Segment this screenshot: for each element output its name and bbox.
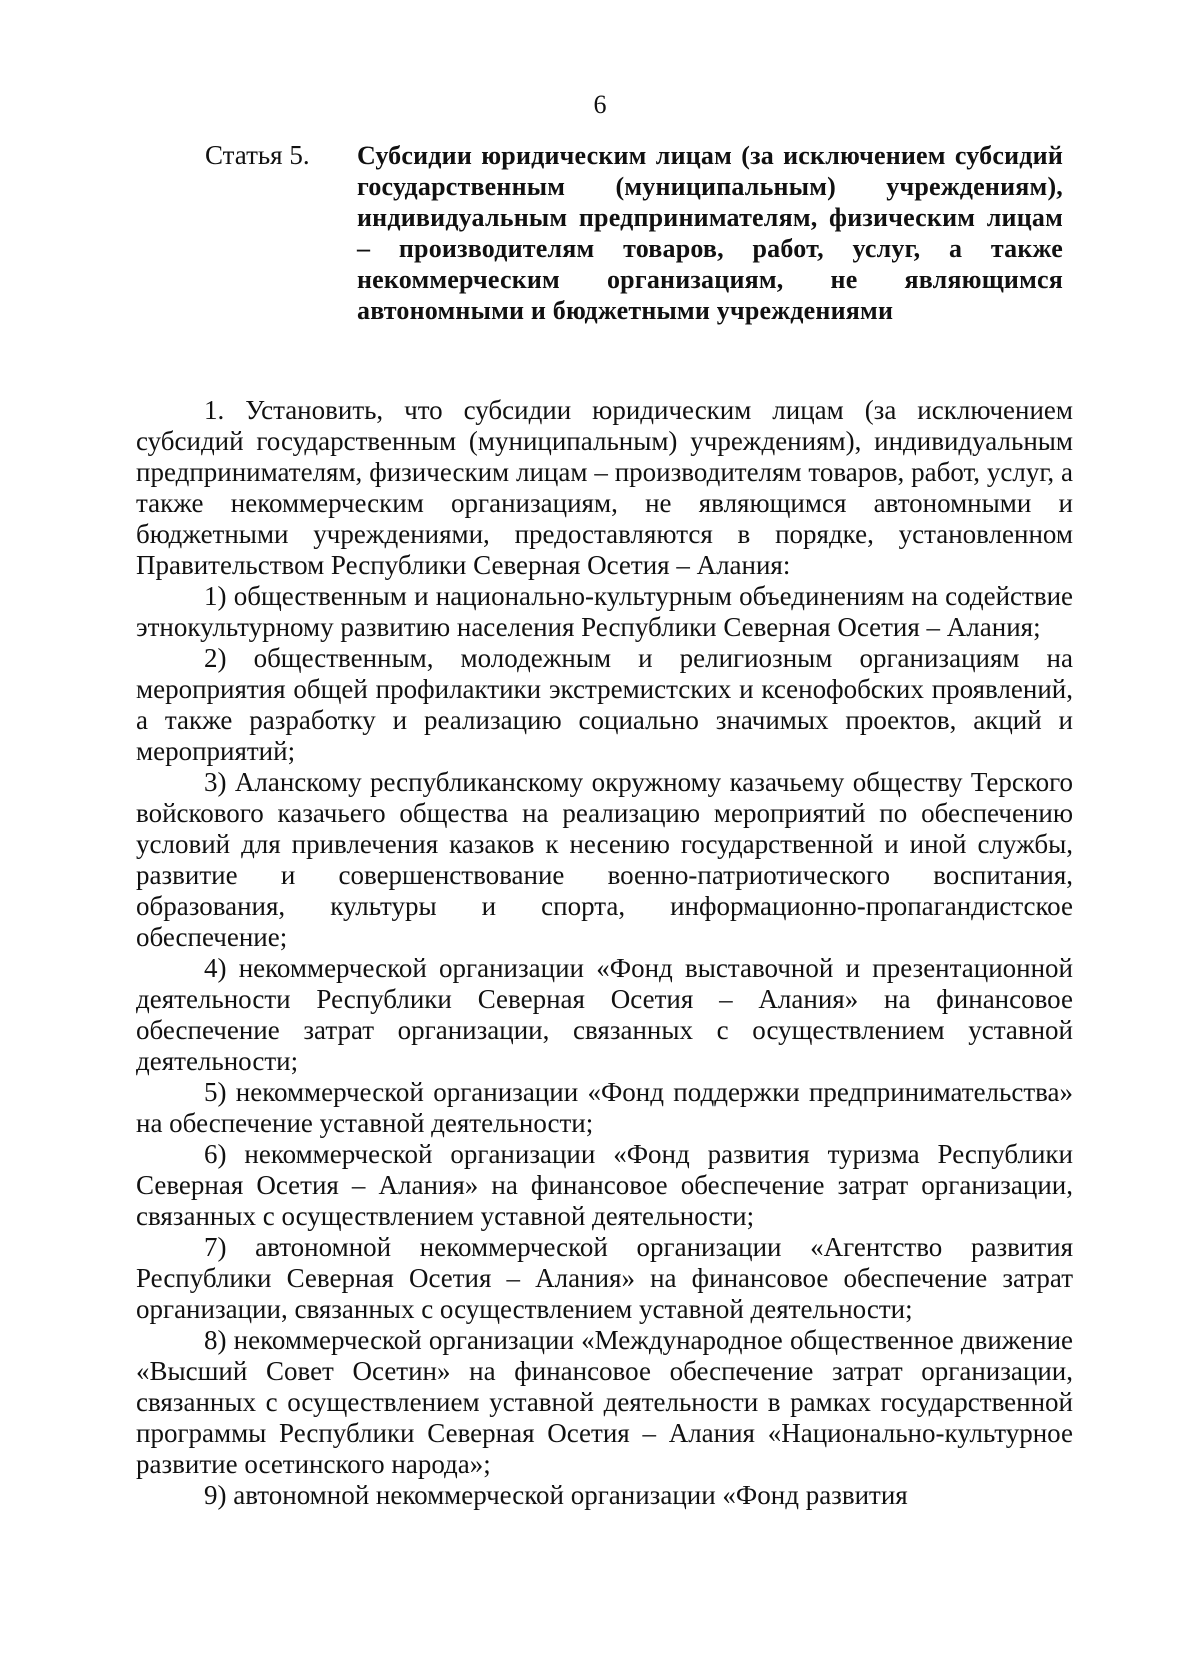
paragraph-main: 1. Установить, что субсидии юридическим лицам (за исключением субсидий государственным (муниципальным) учреждениям), индивидуальным предпринимателям, физическим лицам – производителям товаров, работ, услуг, а также некоммерческим организациям, не являющимся автономными и бюджетными учреждениями, предоставляются в порядке, установленном Правительством Республики Северная Осетия – Алания:: [136, 395, 1073, 580]
list-item-5: 5) некоммерческой организации «Фонд поддержки предпринимательства» на обеспечение уставной деятельности;: [136, 1077, 1073, 1138]
article-label: Статья 5.: [205, 140, 310, 170]
article-body: [136, 395, 1073, 1511]
list-item-2: 2) общественным, молодежным и религиозным организациям на мероприятия общей профилактики экстремистских и ксенофобских проявлений, а также разработку и реализацию социально значимых проектов, акций и мероприятий;: [136, 643, 1073, 766]
list-item-1: 1) общественным и национально-культурным объединениям на содействие этнокультурному развитию населения Республики Северная Осетия – Алания;: [136, 581, 1073, 642]
list-item-4: 4) некоммерческой организации «Фонд выставочной и презентационной деятельности Республики Северная Осетия – Алания» на финансовое обеспечение затрат организации, связанных с осуществлением уставной деятельности;: [136, 953, 1073, 1076]
list-item-3: 3) Аланскому республиканскому окружному казачьему обществу Терского войскового казачьего общества на реализацию мероприятий по обеспечению условий для привлечения казаков к несению государственной и иной службы, развитие и совершенствование военно-патриотического воспитания, образования, культуры и спорта, информационно-пропагандистское обеспечение;: [136, 767, 1073, 952]
list-item-7: 7) автономной некоммерческой организации «Агентство развития Республики Северная Осетия – Алания» на финансовое обеспечение затрат организации, связанных с осуществлением уставной деятельности;: [136, 1232, 1073, 1324]
article-heading: [205, 140, 1065, 326]
page-number: 6: [593, 90, 607, 119]
list-item-6: 6) некоммерческой организации «Фонд развития туризма Республики Северная Осетия – Алания» на финансовое обеспечение затрат организации, связанных с осуществлением уставной деятельности;: [136, 1139, 1073, 1231]
list-item-9: 9) автономной некоммерческой организации «Фонд развития: [204, 1480, 908, 1510]
list-item-8: 8) некоммерческой организации «Международное общественное движение «Высший Совет Осетин» на финансовое обеспечение затрат организации, связанных с осуществлением уставной деятельности в рамках государственной программы Республики Северная Осетия – Алания «Национально-культурное развитие осетинского народа»;: [136, 1325, 1073, 1479]
article-title: Субсидии юридическим лицам (за исключением субсидий государственным (муниципальным) учреждениям), индивидуальным предпринимателям, физическим лицам – производителям товаров, работ, услуг, а также некоммерческим организациям, не являющимся автономными и бюджетными учреждениями: [357, 141, 1063, 325]
